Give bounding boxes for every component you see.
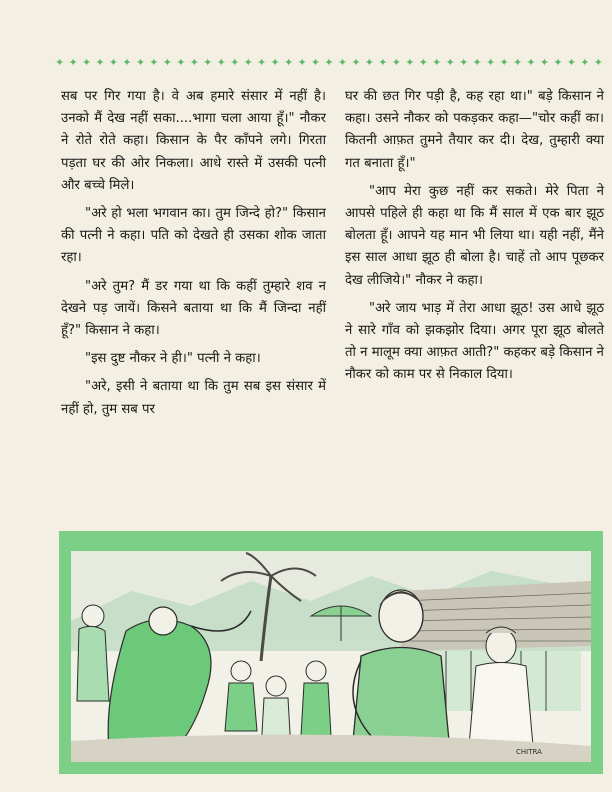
left-text-column: [61, 86, 326, 421]
left-paragraph-1: सब पर गिर गया है। वे अब हमारे संसार में नहीं है। उनको मैं देख नहीं सका....भागा चला आया हूँ।" नौकर ने रोते रोते कहा। किसान के पैर काँपने लगे। गिरता पड़ता घर की ओर निकला। आधे रास्ते में उसकी पत्नी और बच्चे मिले।: [61, 89, 326, 193]
left-paragraph-3: "अरे तुम? मैं डर गया था कि कहीं तुम्हारे शव न देखने पड़ जायें। किसने बताया था कि मैं जिन्दा नहीं हूँ?" किसान ने कहा।: [61, 278, 326, 339]
decorative-border: ✦ ✦ ✦ ✦ ✦ ✦ ✦ ✦ ✦ ✦ ✦ ✦ ✦ ✦ ✦ ✦ ✦ ✦ ✦ ✦ ✦ ✦ ✦ ✦ ✦ ✦ ✦ ✦ ✦ ✦ ✦ ✦ ✦ ✦ ✦ ✦ ✦ ✦ ✦ ✦ ✦: [55, 55, 603, 69]
left-paragraph-2: "अरे हो भला भगवान का। तुम जिन्दे हो?" किसान की पत्नी ने कहा। पति को देखते ही उसका शोक जाता रहा।: [61, 206, 326, 266]
artist-signature: CHITRA: [516, 748, 542, 756]
right-paragraph-3: "अरे जाय भाड़ में तेरा आधा झूठ! उस आधे झूठ ने सारे गाँव को झकझोर दिया। अगर पूरा झूठ बोलते तो न मालूम क्या आफ़त आती?" कहकर बड़े किसान ने नौकर को काम पर से निकाल दिया।: [345, 300, 604, 383]
right-text-column: [345, 86, 604, 387]
left-paragraph-5: "अरे, इसी ने बताया था कि तुम सब इस संसार में नहीं हो, तुम सब पर: [61, 379, 326, 417]
right-paragraph-1: घर की छत गिर पड़ी है, कह रहा था।" बड़े किसान ने कहा। उसने नौकर को पकड़कर कहा—"चोर कहीं का। कितनी आफ़त तुमने तैयार कर दी। देख, तुम्हारी क्या गत बनाता हूँ।": [345, 89, 604, 171]
left-paragraph-4: "इस दुष्ट नौकर ने ही।" पत्नी ने कहा।: [85, 351, 261, 367]
right-paragraph-2: "आप मेरा कुछ नहीं कर सकते। मेरे पिता ने आपसे पहिले ही कहा था कि मैं साल में एक बार झूठ बोलता हूँ। आपने यह मान भी लिया था। यही नहीं, मैंने इस साल आधा झूठ ही बोला है। चाहें तो आप पूछकर देख लीजिये।" नौकर ने कहा।: [345, 183, 604, 288]
story-illustration: [59, 531, 603, 774]
illustration-drawing: [71, 551, 591, 762]
